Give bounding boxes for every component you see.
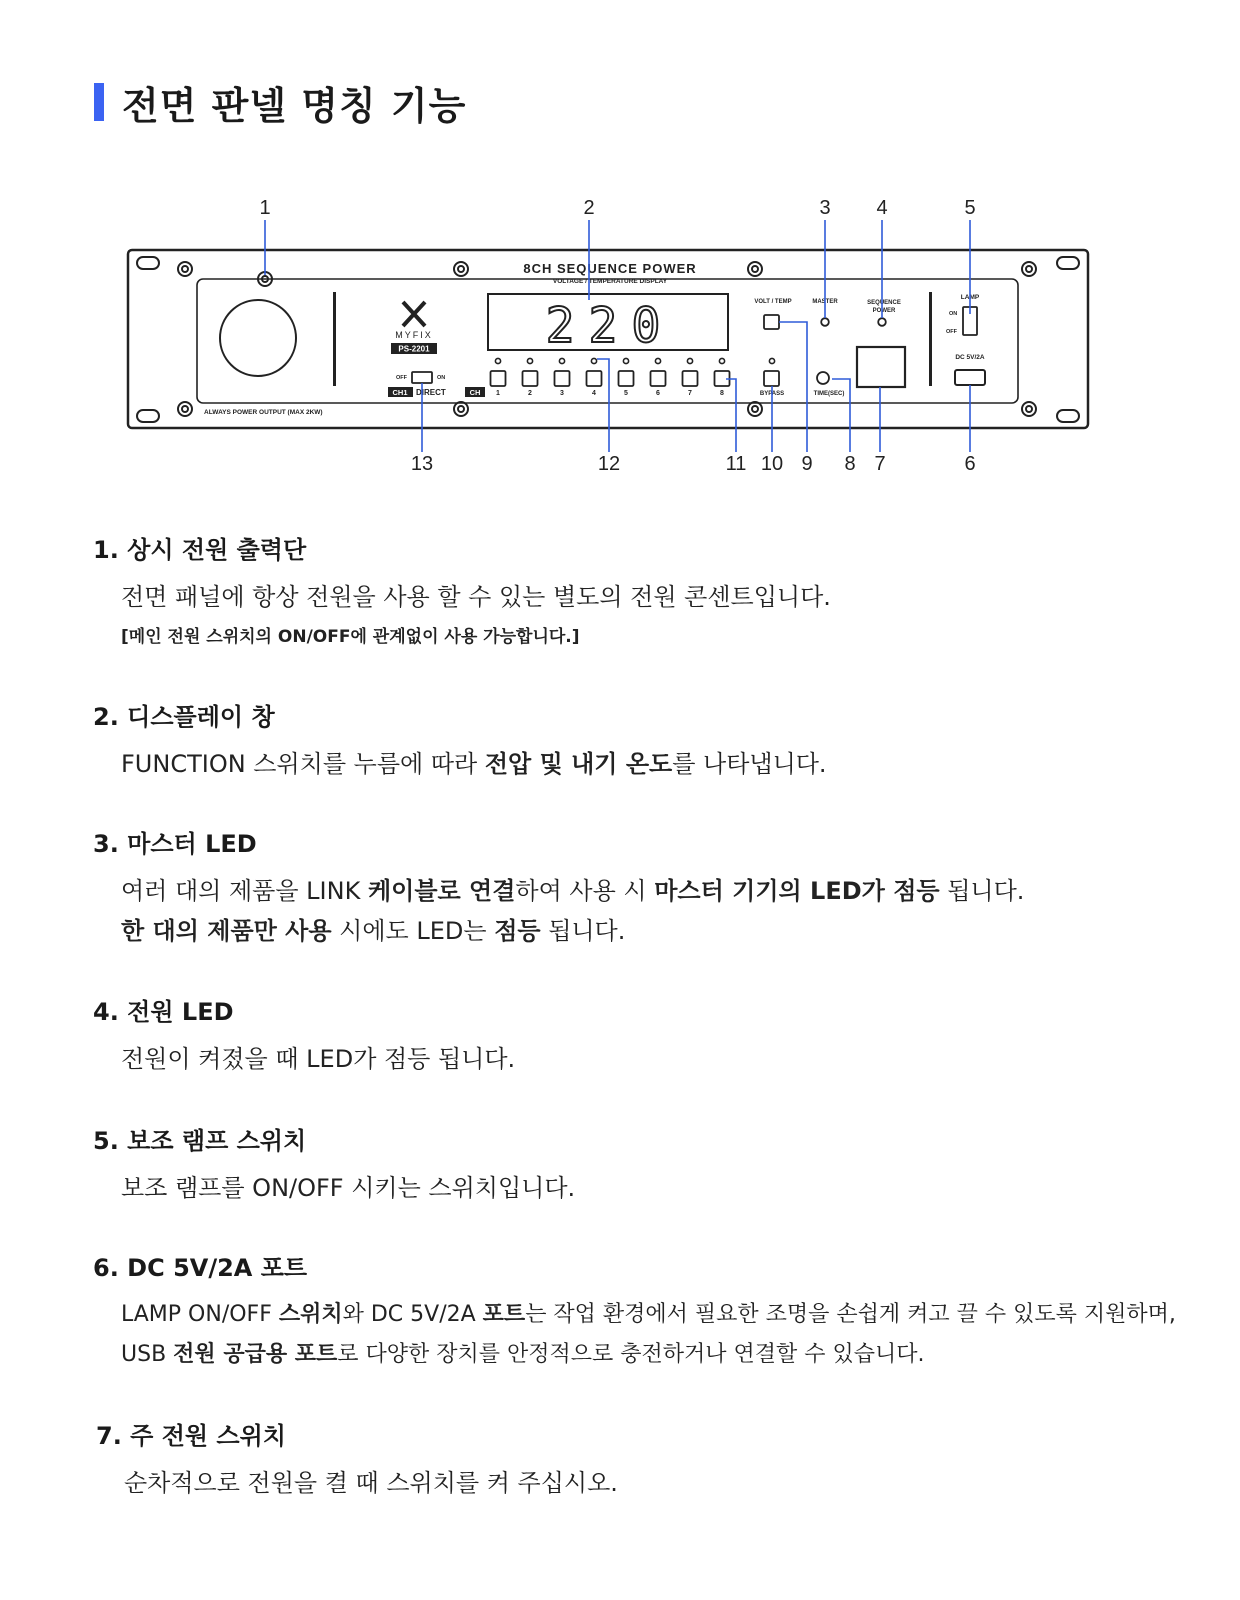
section-text: USB 전원 공급용 포트로 다양한 장치를 안정적으로 충전하거나 연결할 수 있습니다. [121,1342,925,1367]
svg-text:MASTER: MASTER [812,299,838,305]
svg-text:TIME(SEC): TIME(SEC) [813,391,845,397]
section-text: FUNCTION 스위치를 누름에 따라 전압 및 내기 온도를 나타냅니다. [121,750,827,778]
section-text: 여러 대의 제품을 LINK 케이블로 연결하여 사용 시 마스터 기기의 LED가 점등 됩니다. [121,877,1025,905]
svg-text:MYFIX: MYFIX [395,330,433,340]
callout-4: 4 [876,197,888,219]
svg-text:CH1: CH1 [392,388,408,397]
title-accent-bar [94,83,104,121]
callout-10: 10 [760,453,784,475]
svg-text:ON: ON [949,311,958,317]
panel-subtitle: VOLTAGE / TEMPERATURE DISPLAY [552,278,668,285]
section-text: 전면 패널에 항상 전원을 사용 할 수 있는 별도의 전원 콘센트입니다. [121,583,831,611]
display-value: 220 [545,298,675,354]
page-title-block [94,80,467,128]
section-6 [93,1248,1176,1375]
channel-label-1: 1 [496,390,500,397]
callout-8: 8 [844,453,856,475]
svg-text:POWER: POWER [872,308,896,314]
panel-brand: 8CH SEQUENCE POWER [523,261,697,276]
channel-label-8: 8 [720,390,724,397]
channel-label-7: 7 [688,390,692,397]
section-heading: 4. 전원 LED [93,998,234,1026]
section-heading: 1. 상시 전원 출력단 [93,536,307,564]
section-text: 보조 램프를 ON/OFF 시키는 스위치입니다. [121,1174,576,1202]
callout-3: 3 [819,197,831,219]
section-1 [93,530,831,651]
section-heading: 5. 보조 램프 스위치 [93,1127,307,1155]
section-text: LAMP ON/OFF 스위치와 DC 5V/2A 포트는 작업 환경에서 필요한 조명을 손쉽게 켜고 끌 수 있도록 지원하며, [121,1302,1176,1327]
callout-11: 11 [725,453,747,475]
svg-text:DIRECT: DIRECT [416,388,446,397]
svg-text:OFF: OFF [396,375,407,381]
channel-label-6: 6 [656,390,660,397]
page-title: 전면 판넬 명칭 기능 [122,83,467,128]
section-note: [메인 전원 스위치의 ON/OFF에 관계없이 사용 가능합니다.] [121,627,580,647]
svg-text:LAMP: LAMP [960,294,980,301]
always-power-label: ALWAYS POWER OUTPUT (MAX 2KW) [204,409,323,416]
callout-12: 12 [597,453,621,475]
channel-label-4: 4 [592,390,596,397]
svg-text:DC 5V/2A: DC 5V/2A [955,354,985,361]
callout-1: 1 [259,197,271,219]
section-5 [93,1121,576,1208]
section-text: 순차적으로 전원을 켤 때 스위치를 켜 주십시오. [124,1469,618,1497]
front-panel-diagram [0,190,1240,490]
section-text: 전원이 켜졌을 때 LED가 점등 됩니다. [121,1045,516,1073]
callout-7: 7 [874,453,886,475]
callout-9: 9 [801,453,813,475]
callout-6: 6 [964,453,976,475]
svg-text:PS-2201: PS-2201 [398,344,430,354]
svg-text:BYPASS: BYPASS [759,391,785,397]
section-text: 한 대의 제품만 사용 시에도 LED는 점등 됩니다. [121,917,626,945]
callout-13: 13 [410,453,434,475]
divider [333,292,336,386]
channel-label-2: 2 [528,390,532,397]
channel-label-3: 3 [560,390,564,397]
svg-text:CH: CH [469,388,481,397]
svg-text:VOLT / TEMP: VOLT / TEMP [754,299,792,305]
section-3 [93,824,1025,951]
section-2 [93,697,827,784]
section-7 [96,1416,618,1503]
section-heading: 6. DC 5V/2A 포트 [93,1254,308,1282]
section-heading: 2. 디스플레이 창 [93,703,275,731]
channel-label-5: 5 [624,390,628,397]
section-4 [93,992,516,1079]
section-heading: 3. 마스터 LED [93,830,257,858]
svg-text:SEQUENCE: SEQUENCE [867,300,901,306]
section-heading: 7. 주 전원 스위치 [96,1422,286,1450]
callout-2: 2 [583,197,595,219]
svg-text:ON: ON [437,375,446,381]
callout-5: 5 [964,197,976,219]
svg-text:OFF: OFF [946,329,957,335]
divider [929,292,932,386]
